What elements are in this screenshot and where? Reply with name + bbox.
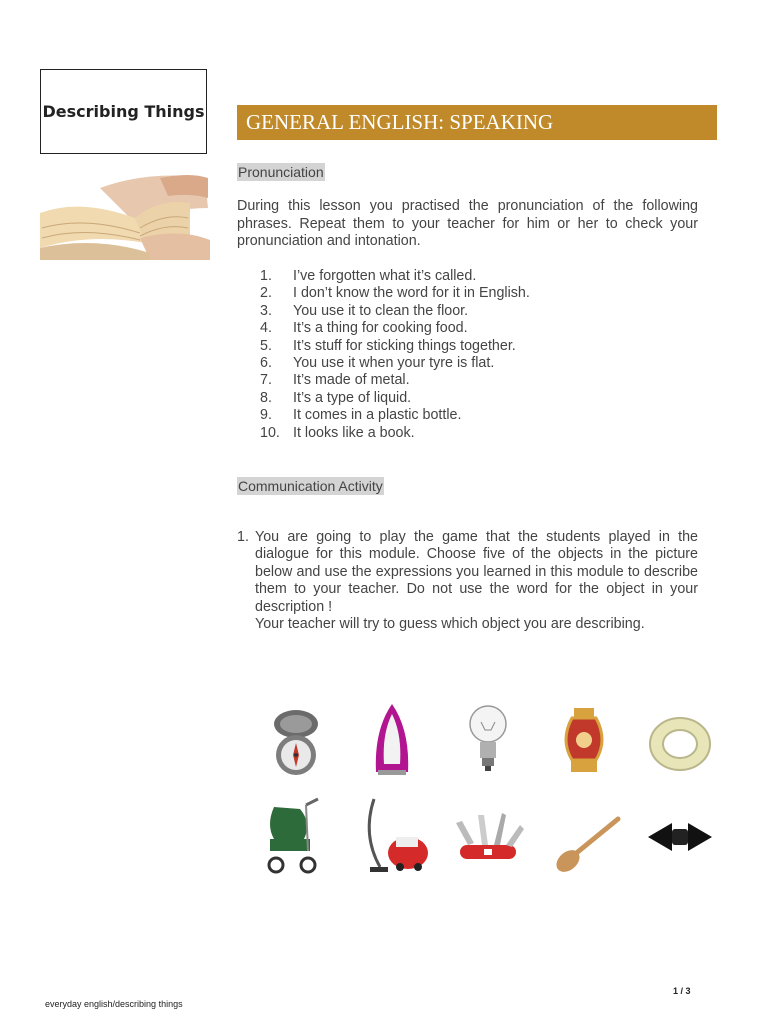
title-box: [40, 69, 207, 154]
activity-instructions: [237, 529, 698, 633]
communication-heading: Communication Activity: [238, 478, 383, 494]
activity-number: 1.: [237, 529, 249, 545]
list-item: 4. It’s a thing for cooking food.: [260, 320, 468, 337]
list-item: 10. It looks like a book.: [260, 424, 415, 441]
page-number: 1 / 3: [673, 986, 691, 996]
vase-icon: [544, 700, 624, 780]
iron-icon: [352, 700, 432, 780]
list-item: 9. It comes in a plastic bottle.: [260, 407, 462, 424]
list-item: 7. It’s made of metal.: [260, 372, 410, 389]
list-item: 8. It’s a type of liquid.: [260, 389, 412, 406]
swiss-army-knife-icon: [448, 795, 528, 875]
phrase-list: [260, 268, 530, 442]
tape-roll-icon: [640, 700, 720, 780]
activity-tail: Your teacher will try to guess which object you are describing.: [255, 616, 645, 633]
light-bulb-icon: [448, 700, 528, 780]
section-banner: [237, 105, 717, 140]
vacuum-cleaner-icon: [352, 795, 432, 875]
banner-title: GENERAL ENGLISH: SPEAKING: [246, 110, 554, 134]
list-item: 6. You use it when your tyre is flat.: [260, 355, 495, 372]
pram-icon: [256, 795, 336, 875]
activity-text: You are going to play the game that the students played in the dialogue for this module. Choose five of the objects in the picture below and use the expressions you learned in this module to describe them to your teacher. Do not use the word for the object in your description !: [255, 529, 698, 615]
list-item: 2. I don’t know the word for it in English.: [260, 285, 530, 302]
document-title: Describing Things: [42, 102, 205, 121]
compass-icon: [256, 700, 336, 780]
list-item: 5. It’s stuff for sticking things together.: [260, 337, 516, 354]
wooden-spoon-icon: [544, 795, 624, 875]
pronunciation-heading: Pronunciation: [238, 164, 324, 180]
bow-tie-icon: [640, 795, 720, 875]
pronunciation-intro: During this lesson you practised the pronunciation of the following phrases. Repeat them to your teacher for him or her to check your pronunciation and intonation.: [237, 198, 698, 249]
list-item: 3. You use it to clean the floor.: [260, 302, 469, 319]
list-item: 1. I’ve forgotten what it’s called.: [260, 268, 477, 284]
footer-text: everyday english/describing things: [45, 999, 183, 1009]
open-book-image: [40, 168, 210, 260]
